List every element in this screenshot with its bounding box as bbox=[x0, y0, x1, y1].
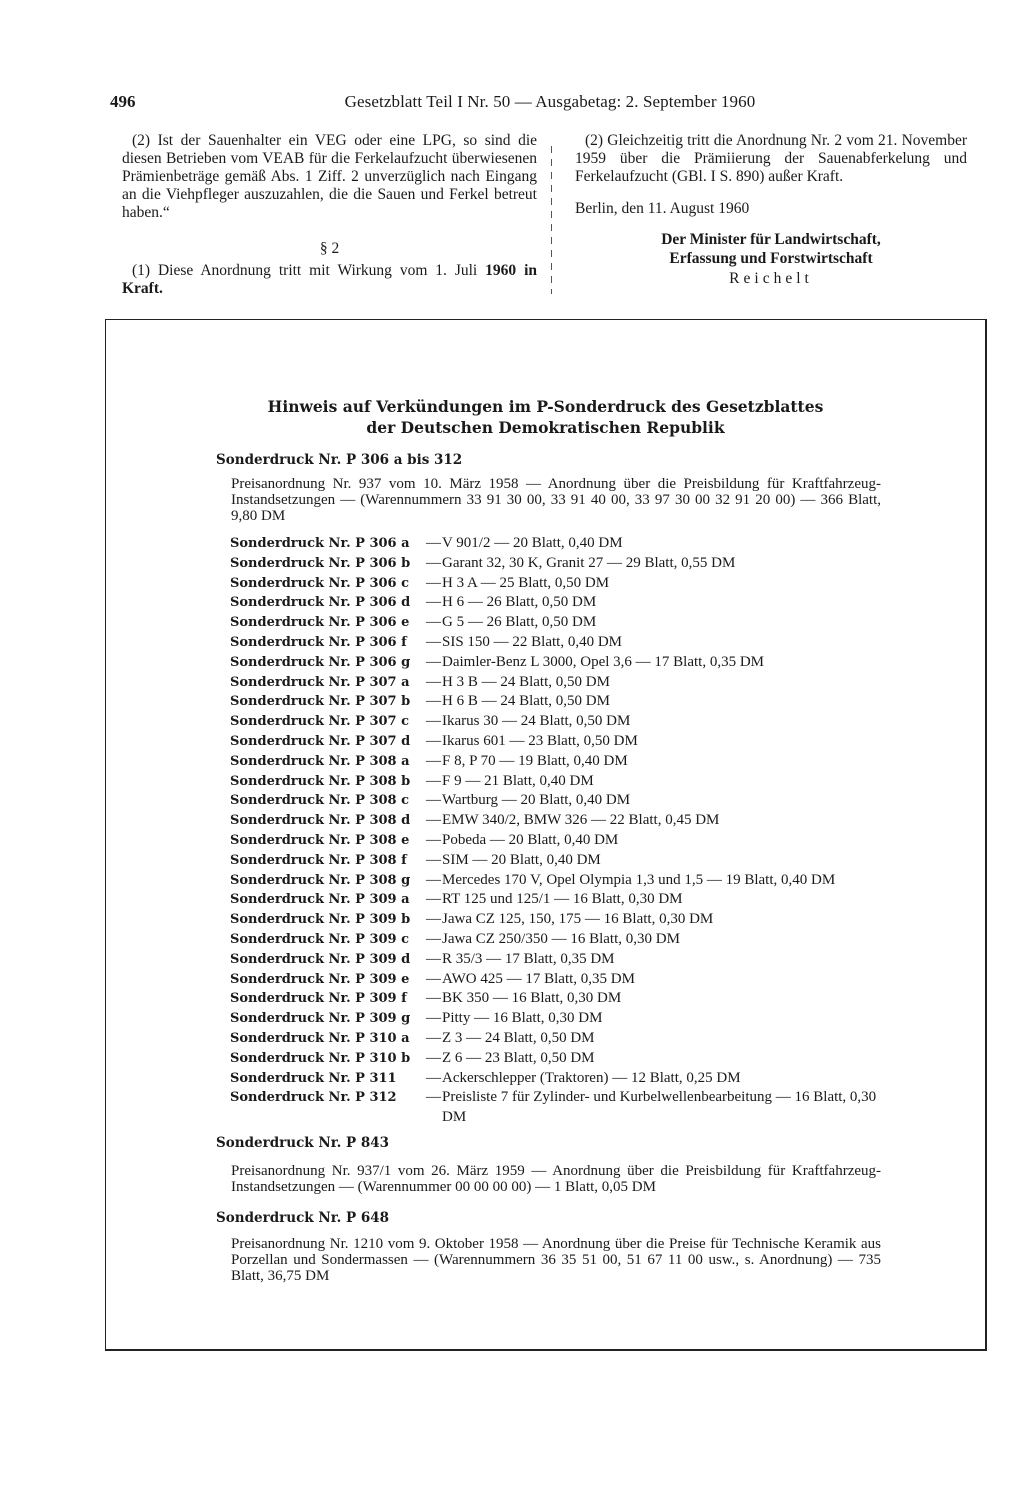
entry-dash: — bbox=[426, 1010, 441, 1027]
list-item bbox=[230, 692, 890, 712]
entry-label: Sonderdruck Nr. P 310 a bbox=[230, 1030, 410, 1046]
page-header bbox=[110, 92, 990, 116]
column-divider bbox=[551, 146, 552, 294]
entry-dash: — bbox=[426, 1049, 441, 1066]
list-item bbox=[230, 871, 890, 891]
entry-label: Sonderdruck Nr. P 309 b bbox=[230, 912, 411, 928]
entry-dash: — bbox=[426, 713, 441, 730]
page-number: 496 bbox=[110, 92, 136, 111]
entry-dash: — bbox=[426, 812, 441, 829]
entry-text: Preisliste 7 für Zylinder- und Kurbelwellenbearbeitung — 16 Blatt, 0,30 DM bbox=[442, 1089, 877, 1126]
entry-dash: — bbox=[426, 930, 441, 947]
entry-label: Sonderdruck Nr. P 310 b bbox=[230, 1050, 411, 1066]
list-item bbox=[230, 970, 890, 990]
list-item bbox=[230, 673, 890, 693]
group-heading-1: Sonderdruck Nr. P 306 a bis 312 bbox=[216, 452, 463, 468]
signatory-line-1: Der Minister für Landwirtschaft, bbox=[661, 231, 881, 248]
entry-label: Sonderdruck Nr. P 307 d bbox=[230, 733, 411, 749]
entry-text: Jawa CZ 250/350 — 16 Blatt, 0,30 DM bbox=[442, 930, 680, 947]
entry-dash: — bbox=[426, 772, 441, 789]
list-item bbox=[230, 593, 890, 613]
entry-dash: — bbox=[426, 554, 441, 571]
entry-dash: — bbox=[426, 792, 441, 809]
paragraph-text: (1) Diese Anordnung tritt mit Wirkung vom 1. Juli bbox=[132, 262, 478, 279]
entry-dash: — bbox=[426, 1089, 441, 1106]
entry-label: Sonderdruck Nr. P 309 c bbox=[230, 931, 410, 947]
entry-text: H 6 B — 24 Blatt, 0,50 DM bbox=[442, 693, 610, 710]
list-item bbox=[230, 791, 890, 811]
entry-label: Sonderdruck Nr. P 311 bbox=[230, 1070, 397, 1086]
signer-name: Reichelt bbox=[729, 270, 813, 287]
list-item bbox=[230, 890, 890, 910]
entry-label: Sonderdruck Nr. P 308 g bbox=[230, 872, 411, 888]
entry-text: F 8, P 70 — 19 Blatt, 0,40 DM bbox=[442, 752, 628, 769]
list-item bbox=[230, 1069, 890, 1089]
entry-text: R 35/3 — 17 Blatt, 0,35 DM bbox=[442, 950, 615, 967]
entry-dash: — bbox=[426, 1029, 441, 1046]
left-paragraph-1 bbox=[122, 262, 537, 298]
list-item bbox=[230, 831, 890, 851]
notice-title-line-1: Hinweis auf Verkündungen im P-Sonderdruck des Gesetzblattes bbox=[267, 397, 824, 416]
entry-dash: — bbox=[426, 633, 441, 650]
entry-text: Z 3 — 24 Blatt, 0,50 DM bbox=[442, 1029, 595, 1046]
entry-label: Sonderdruck Nr. P 307 a bbox=[230, 674, 410, 690]
entry-label: Sonderdruck Nr. P 308 b bbox=[230, 773, 411, 789]
entry-label: Sonderdruck Nr. P 306 g bbox=[230, 654, 411, 670]
entry-text: RT 125 und 125/1 — 16 Blatt, 0,30 DM bbox=[442, 891, 683, 908]
entry-label: Sonderdruck Nr. P 309 a bbox=[230, 892, 410, 908]
entry-label: Sonderdruck Nr. P 308 a bbox=[230, 753, 410, 769]
entry-label: Sonderdruck Nr. P 306 f bbox=[230, 634, 407, 650]
list-item bbox=[230, 574, 890, 594]
entry-text: H 3 A — 25 Blatt, 0,50 DM bbox=[442, 574, 610, 591]
group-text-3: Preisanordnung Nr. 1210 vom 9. Oktober 1958 — Anordnung über die Preise für Technische Keramik aus Porzellan und Sondermassen — (Warennummern 36 35 51 00, 51 67 11 00 usw., s. Anordnung) — 735 Blatt, 36,75 DM bbox=[231, 1236, 881, 1284]
entry-label: Sonderdruck Nr. P 306 b bbox=[230, 555, 411, 571]
list-item bbox=[230, 732, 890, 752]
entry-label: Sonderdruck Nr. P 308 d bbox=[230, 813, 411, 829]
list-item bbox=[230, 1049, 890, 1069]
section-heading: § 2 bbox=[319, 240, 340, 257]
entry-text: BK 350 — 16 Blatt, 0,30 DM bbox=[442, 990, 622, 1007]
entry-dash: — bbox=[426, 752, 441, 769]
entry-text: Daimler-Benz L 3000, Opel 3,6 — 17 Blatt, 0,35 DM bbox=[442, 653, 765, 670]
entry-dash: — bbox=[426, 614, 441, 631]
entry-text: SIM — 20 Blatt, 0,40 DM bbox=[442, 851, 601, 868]
entry-dash: — bbox=[426, 693, 441, 710]
entry-dash: — bbox=[426, 970, 441, 987]
entry-label: Sonderdruck Nr. P 307 c bbox=[230, 714, 410, 730]
signatory-line-2: Erfassung und Forstwirtschaft bbox=[669, 250, 873, 267]
entry-text: Ikarus 30 — 24 Blatt, 0,50 DM bbox=[442, 713, 631, 730]
list-item bbox=[230, 613, 890, 633]
entry-dash: — bbox=[426, 535, 441, 551]
list-item bbox=[230, 1088, 890, 1128]
entry-label: Sonderdruck Nr. P 309 e bbox=[230, 971, 410, 987]
entry-text: Ackerschlepper (Traktoren) — 12 Blatt, 0,25 DM bbox=[442, 1069, 741, 1086]
entry-dash: — bbox=[426, 594, 441, 611]
right-paragraph-2: (2) Gleichzeitig tritt die Anordnung Nr. 2 vom 21. November 1959 über die Prämiierung der Sauenabferkelung und Ferkelaufzucht (GBl. I S. 890) außer Kraft. bbox=[575, 132, 967, 185]
group-text-2: Preisanordnung Nr. 937/1 vom 26. März 1959 — Anordnung über die Preisbildung für Kraftfahrzeug-Instandsetzungen — (Warennummer 00 00 00 00) — 1 Blatt, 0,05 DM bbox=[231, 1163, 881, 1195]
entry-text: Wartburg — 20 Blatt, 0,40 DM bbox=[442, 792, 631, 809]
list-item bbox=[230, 752, 890, 772]
entry-dash: — bbox=[426, 911, 441, 928]
entry-label: Sonderdruck Nr. P 308 f bbox=[230, 852, 407, 868]
list-item bbox=[230, 811, 890, 831]
left-paragraph-2: (2) Ist der Sauenhalter ein VEG oder eine LPG, so sind die diesen Betrieben vom VEAB für die Ferkelaufzucht überwiesenen Prämienbeträge gemäß Abs. 1 Ziff. 2 unverzüglich nach Eingang an die Viehpfleger auszuzahlen, die die Sauen und Ferkel betreut haben.“ bbox=[122, 132, 537, 221]
entry-text: H 3 B — 24 Blatt, 0,50 DM bbox=[442, 673, 610, 690]
entry-list bbox=[230, 534, 890, 1128]
list-item bbox=[230, 633, 890, 653]
list-item bbox=[230, 989, 890, 1009]
entry-label: Sonderdruck Nr. P 306 c bbox=[230, 575, 410, 591]
entry-text: V 901/2 — 20 Blatt, 0,40 DM bbox=[442, 535, 623, 551]
entry-dash: — bbox=[426, 851, 441, 868]
group-text-1: Preisanordnung Nr. 937 vom 10. März 1958 — Anordnung über die Preisbildung für Kraftfahrzeug-Instandsetzungen — (Warennummern 33 91 30 00, 33 91 40 00, 33 97 30 00 32 91 20 00) — 366 Blatt, 9,80 DM bbox=[231, 476, 881, 524]
list-item bbox=[230, 851, 890, 871]
list-item bbox=[230, 910, 890, 930]
entry-dash: — bbox=[426, 574, 441, 591]
entry-text: EMW 340/2, BMW 326 — 22 Blatt, 0,45 DM bbox=[442, 812, 720, 829]
left-column bbox=[122, 132, 537, 298]
list-item bbox=[230, 554, 890, 574]
entry-label: Sonderdruck Nr. P 309 d bbox=[230, 951, 411, 967]
entry-text: Pitty — 16 Blatt, 0,30 DM bbox=[442, 1010, 603, 1027]
entry-text: Z 6 — 23 Blatt, 0,50 DM bbox=[442, 1049, 595, 1066]
entry-dash: — bbox=[426, 673, 441, 690]
list-item bbox=[230, 534, 890, 554]
list-item bbox=[230, 1029, 890, 1049]
entry-text: Ikarus 601 — 23 Blatt, 0,50 DM bbox=[442, 732, 638, 749]
entry-text: F 9 — 21 Blatt, 0,40 DM bbox=[442, 772, 594, 789]
group-heading-2: Sonderdruck Nr. P 843 bbox=[216, 1135, 389, 1151]
entry-text: H 6 — 26 Blatt, 0,50 DM bbox=[442, 594, 597, 611]
entry-label: Sonderdruck Nr. P 306 e bbox=[230, 615, 410, 631]
entry-label: Sonderdruck Nr. P 309 f bbox=[230, 991, 407, 1007]
entry-text: AWO 425 — 17 Blatt, 0,35 DM bbox=[442, 970, 635, 987]
entry-label: Sonderdruck Nr. P 306 d bbox=[230, 595, 411, 611]
right-column bbox=[575, 132, 967, 288]
entry-dash: — bbox=[426, 831, 441, 848]
list-item bbox=[230, 930, 890, 950]
list-item bbox=[230, 653, 890, 673]
entry-dash: — bbox=[426, 891, 441, 908]
signatory-block bbox=[575, 230, 967, 288]
entry-text: G 5 — 26 Blatt, 0,50 DM bbox=[442, 614, 597, 631]
place-date: Berlin, den 11. August 1960 bbox=[575, 200, 750, 217]
list-item bbox=[230, 712, 890, 732]
list-item bbox=[230, 772, 890, 792]
running-head: Gesetzblatt Teil I Nr. 50 — Ausgabetag: 2. September 1960 bbox=[344, 92, 756, 111]
entry-dash: — bbox=[426, 732, 441, 749]
notice-title-line-2: der Deutschen Demokratischen Republik bbox=[366, 418, 725, 437]
entry-dash: — bbox=[426, 871, 441, 888]
entry-dash: — bbox=[426, 1069, 441, 1086]
paragraph-text-bold: 1960 in Kraft. bbox=[122, 262, 537, 297]
entry-text: Mercedes 170 V, Opel Olympia 1,3 und 1,5 — 19 Blatt, 0,40 DM bbox=[442, 871, 836, 888]
entry-label: Sonderdruck Nr. P 307 b bbox=[230, 694, 411, 710]
entry-label: Sonderdruck Nr. P 308 e bbox=[230, 832, 410, 848]
group-heading-3: Sonderdruck Nr. P 648 bbox=[216, 1210, 389, 1226]
entry-dash: — bbox=[426, 653, 441, 670]
entry-label: Sonderdruck Nr. P 312 bbox=[230, 1090, 397, 1106]
entry-text: Garant 32, 30 K, Granit 27 — 29 Blatt, 0,55 DM bbox=[442, 554, 736, 571]
entry-text: Jawa CZ 125, 150, 175 — 16 Blatt, 0,30 DM bbox=[442, 911, 714, 928]
entry-text: SIS 150 — 22 Blatt, 0,40 DM bbox=[442, 633, 623, 650]
entry-text: Pobeda — 20 Blatt, 0,40 DM bbox=[442, 831, 619, 848]
notice-title bbox=[106, 396, 985, 438]
entry-dash: — bbox=[426, 950, 441, 967]
entry-label: Sonderdruck Nr. P 306 a bbox=[230, 536, 410, 551]
list-item bbox=[230, 1009, 890, 1029]
entry-dash: — bbox=[426, 990, 441, 1007]
list-item bbox=[230, 950, 890, 970]
notice-box bbox=[105, 319, 987, 1351]
entry-label: Sonderdruck Nr. P 309 g bbox=[230, 1011, 411, 1027]
entry-label: Sonderdruck Nr. P 308 c bbox=[230, 793, 410, 809]
